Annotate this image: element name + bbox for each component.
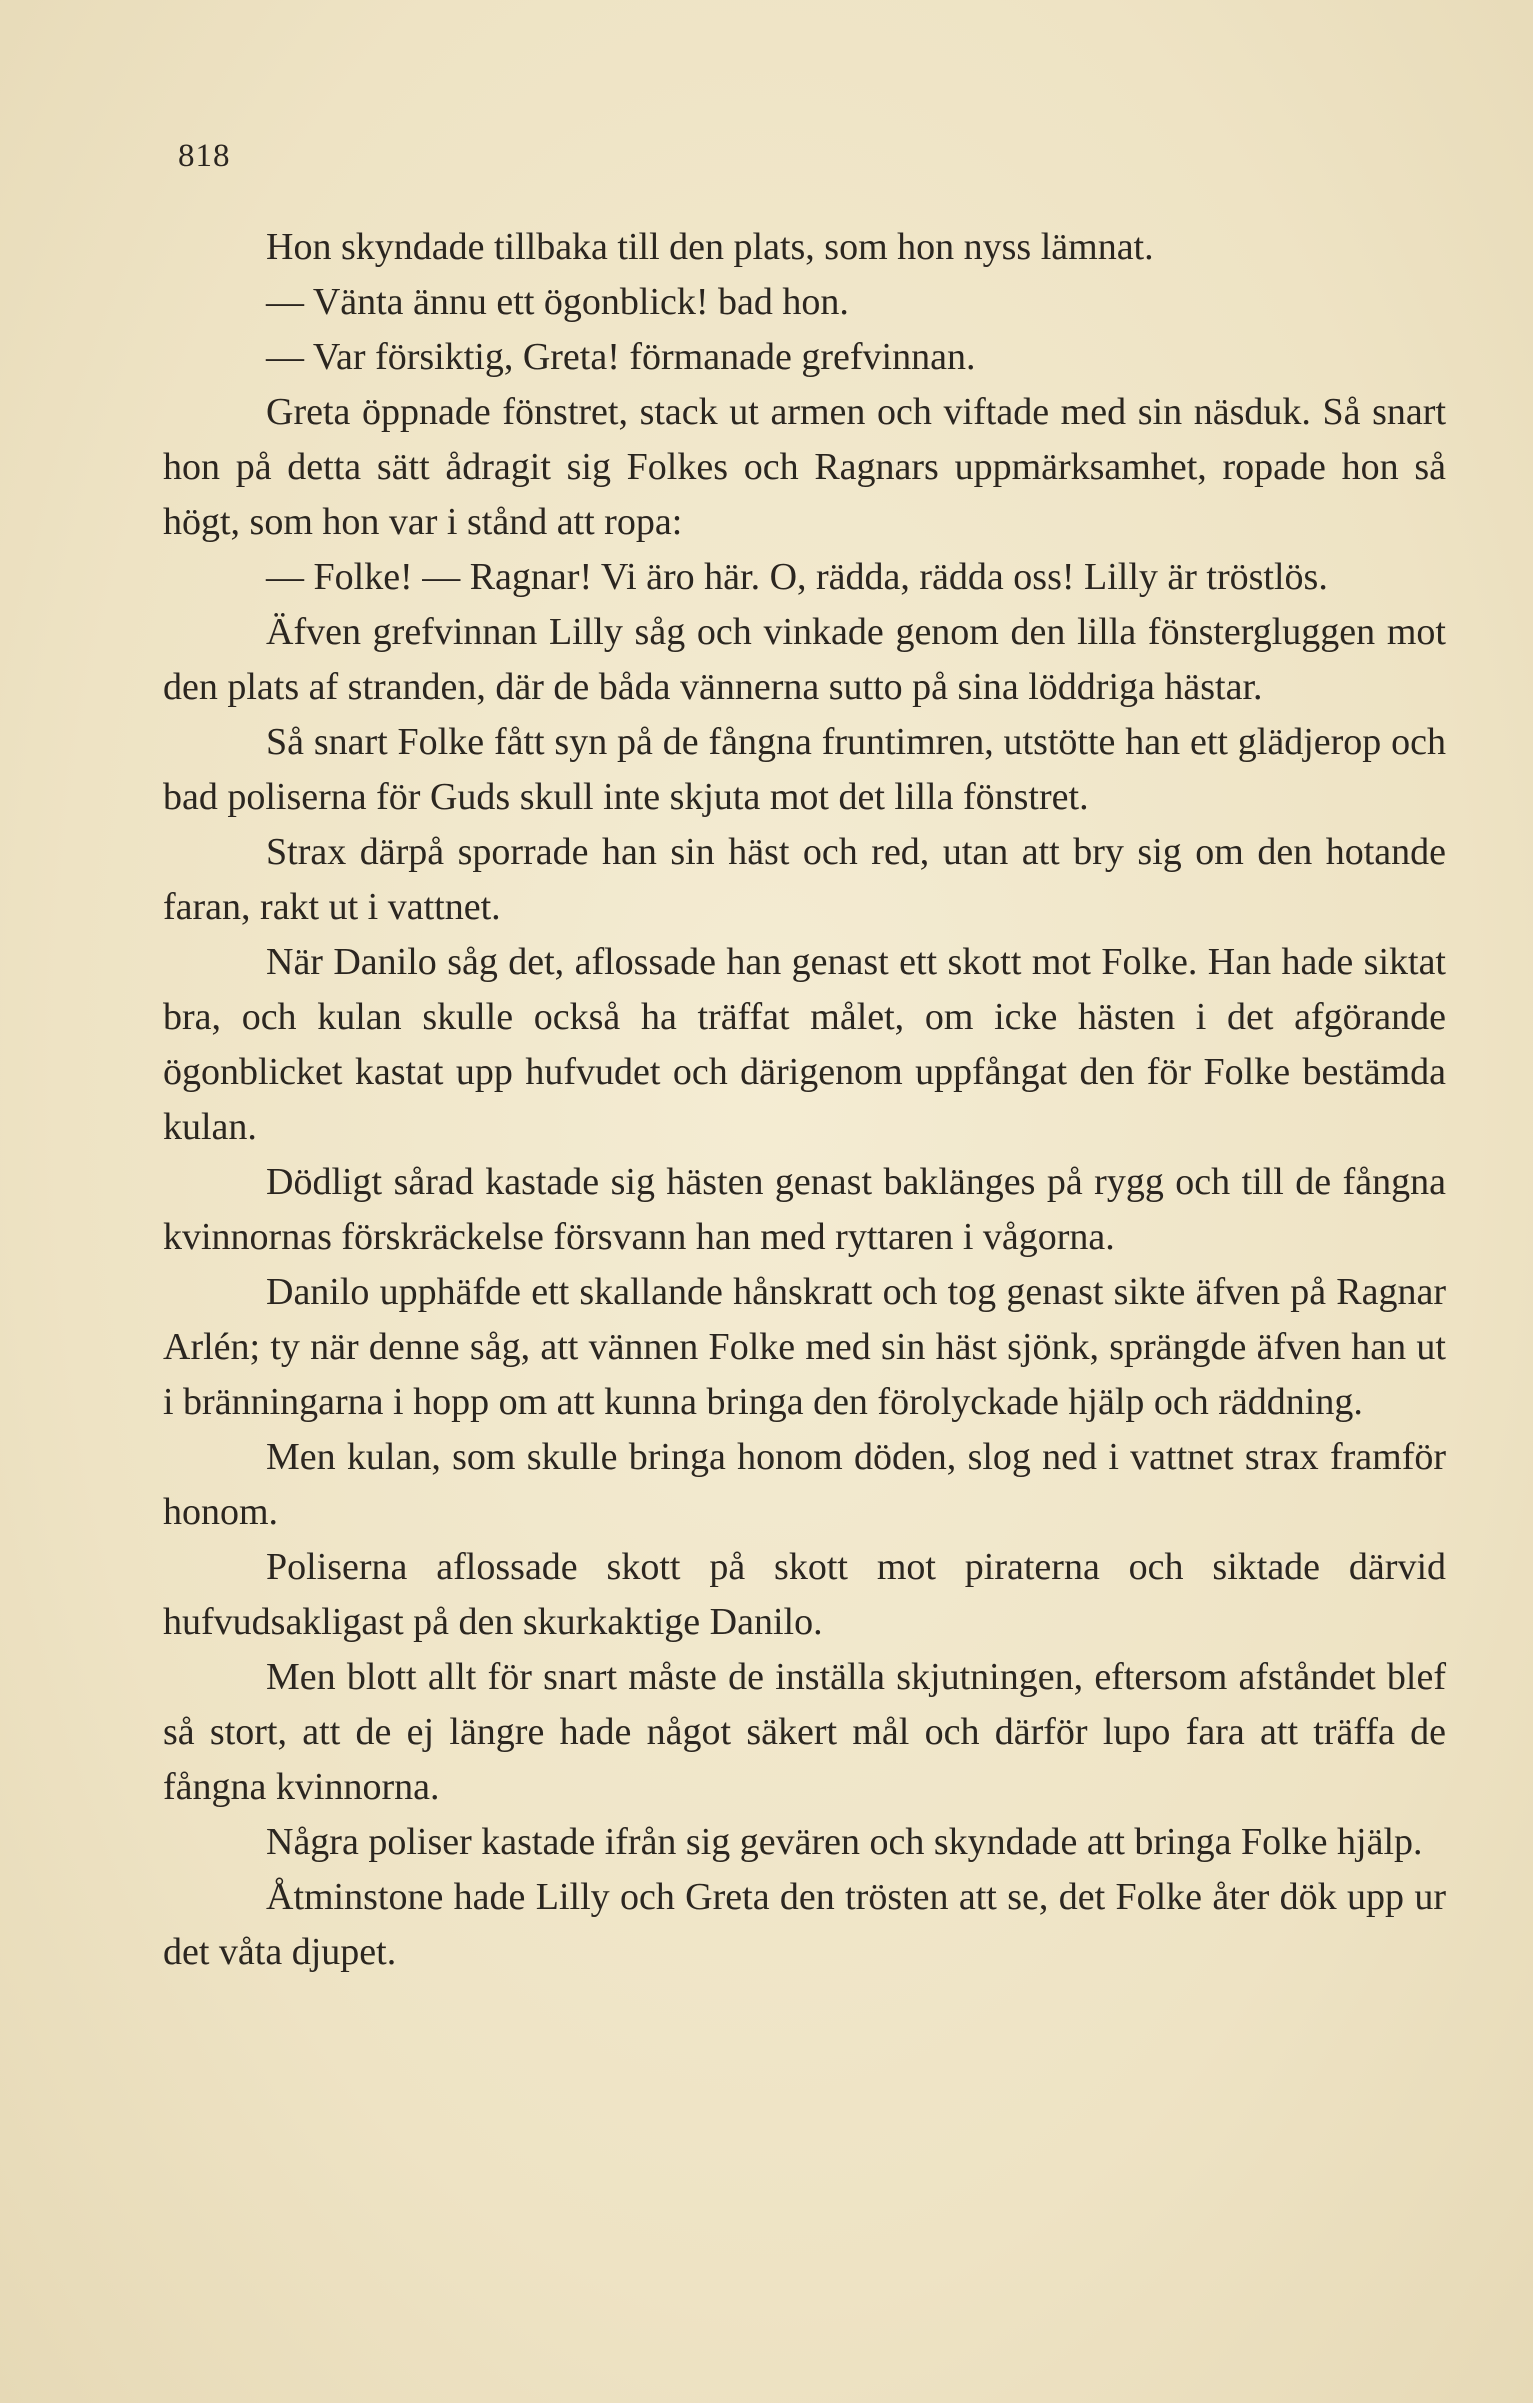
paragraph: Dödligt sårad kastade sig hästen genast baklänges på rygg och till de fångna kvinnornas förskräckelse försvann han med ryttaren i vågorna. [163, 1161, 1446, 1258]
paragraph: Men blott allt för snart måste de inställa skjutningen, eftersom afståndet blef så stort, att de ej längre hade något säkert mål och därför lupo fara att träffa de fångna kvinnorna. [163, 1656, 1446, 1808]
paragraph: Danilo upphäfde ett skallande hånskratt och tog genast sikte äfven på Ragnar Arlén; ty när denne såg, att vännen Folke med sin häst sjönk, sprängde äfven han ut i bränningarna i hopp om att kunna bringa den förolyckade hjälp och räddning. [163, 1271, 1446, 1423]
paragraph: Några poliser kastade ifrån sig gevären och skyndade att bringa Folke hjälp. [266, 1821, 1423, 1863]
paragraph: Åtminstone hade Lilly och Greta den trösten att se, det Folke åter dök upp ur det våta djupet. [163, 1876, 1446, 1973]
paragraph: — Var försiktig, Greta! förmanade grefvinnan. [266, 336, 976, 378]
paragraph: Poliserna aflossade skott på skott mot piraterna och siktade därvid hufvudsakligast på den skurkaktige Danilo. [163, 1546, 1446, 1643]
paragraph: — Vänta ännu ett ögonblick! bad hon. [266, 281, 849, 323]
page-number: 818 [178, 138, 231, 174]
paragraph: Så snart Folke fått syn på de fångna fruntimren, utstötte han ett glädjerop och bad poliserna för Guds skull inte skjuta mot det lilla fönstret. [163, 721, 1446, 818]
paragraph: Äfven grefvinnan Lilly såg och vinkade genom den lilla fönstergluggen mot den plats af stranden, där de båda vännerna sutto på sina löddriga hästar. [163, 611, 1446, 708]
paragraph: Men kulan, som skulle bringa honom döden, slog ned i vattnet strax framför honom. [163, 1436, 1446, 1533]
body-text [163, 220, 1446, 1980]
paragraph: När Danilo såg det, aflossade han genast ett skott mot Folke. Han hade siktat bra, och kulan skulle också ha träffat målet, om icke hästen i det afgörande ögonblicket kastat upp hufvudet och därigenom uppfångat den för Folke bestämda kulan. [163, 941, 1446, 1148]
paragraph: Greta öppnade fönstret, stack ut armen och viftade med sin näsduk. Så snart hon på detta sätt ådragit sig Folkes och Ragnars uppmärksamhet, ropade hon så högt, som hon var i stånd att ropa: [163, 391, 1446, 543]
paragraph: — Folke! — Ragnar! Vi äro här. O, rädda, rädda oss! Lilly är tröstlös. [266, 556, 1328, 598]
paragraph: Hon skyndade tillbaka till den plats, som hon nyss lämnat. [266, 226, 1154, 268]
paragraph: Strax därpå sporrade han sin häst och red, utan att bry sig om den hotande faran, rakt ut i vattnet. [163, 831, 1446, 928]
